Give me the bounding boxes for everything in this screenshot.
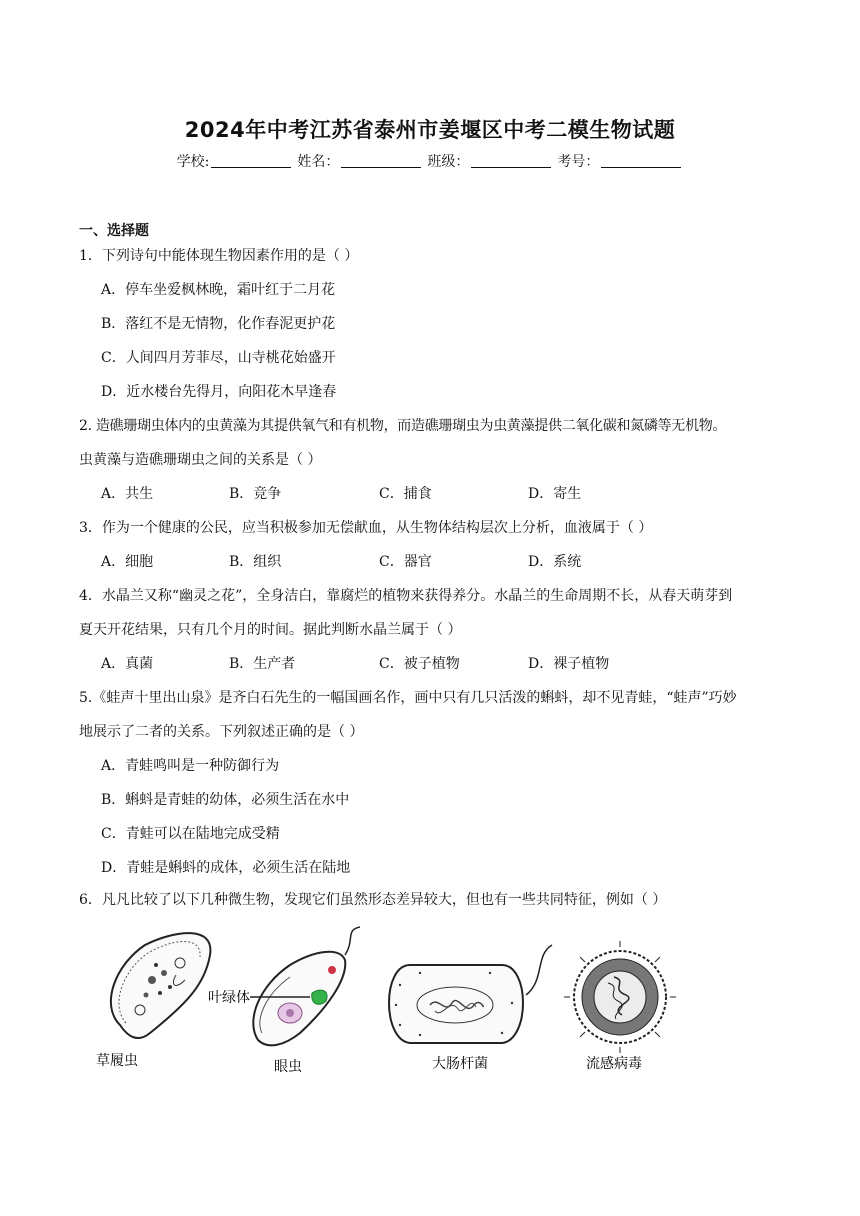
question-6-stem: 6．凡凡比较了以下几种微生物，发现它们虽然形态差异较大，但也有一些共同特征，例如（ ） [79, 892, 667, 908]
label-ecoli: 大肠杆菌 [432, 1056, 488, 1072]
ecoli-illustration [389, 945, 552, 1043]
question-4-stem-line2: 夏天开花结果，只有几个月的时间。据此判断水晶兰属于（ ） [79, 622, 462, 638]
label-paramecium: 草履虫 [96, 1053, 138, 1069]
exam-no-label: 考号： [557, 154, 600, 170]
question-3-option-b: B．组织 [229, 554, 282, 570]
question-2-option-b: B．竞争 [229, 486, 282, 502]
label-chloroplast: 叶绿体 [208, 990, 250, 1006]
paramecium-illustration [111, 933, 211, 1038]
school-label: 学校: [176, 154, 210, 170]
question-5-option-d: D．青蛙是蝌蚪的成体，必须生活在陆地 [101, 860, 351, 876]
flu-virus-illustration [564, 941, 676, 1053]
question-4-option-d: D．裸子植物 [528, 656, 610, 672]
question-1-option-b: B．落红不是无情物，化作春泥更护花 [101, 316, 336, 332]
label-flu-virus: 流感病毒 [586, 1056, 642, 1072]
question-1-option-c: C．人间四月芳菲尽，山寺桃花始盛开 [101, 350, 336, 366]
question-3-option-c: C．器官 [379, 554, 432, 570]
name-label: 姓名： [297, 154, 340, 170]
class-label: 班级： [427, 154, 470, 170]
question-2-stem-line2: 虫黄藻与造礁珊瑚虫之间的关系是（ ） [79, 452, 322, 468]
label-euglena: 眼虫 [274, 1059, 302, 1075]
question-5-option-b: B．蝌蚪是青蛙的幼体，必须生活在水中 [101, 792, 350, 808]
question-3-option-d: D．系统 [528, 554, 582, 570]
question-4-stem: 4．水晶兰又称“幽灵之花”，全身洁白，靠腐烂的植物来获得养分。水晶兰的生命周期不长，从春天萌芽到 [79, 588, 733, 604]
euglena-illustration [250, 927, 360, 1045]
question-1-option-a: A．停车坐爱枫林晚，霜叶红于二月花 [101, 282, 336, 298]
question-4-option-a: A．真菌 [101, 656, 154, 672]
question-4-option-c: C．被子植物 [379, 656, 460, 672]
question-2-option-d: D．寄生 [528, 486, 582, 502]
question-2-option-c: C．捕食 [379, 486, 432, 502]
question-5-option-a: A．青蛙鸣叫是一种防御行为 [101, 758, 280, 774]
question-1-stem: 1．下列诗句中能体现生物因素作用的是（ ） [79, 248, 359, 264]
question-4-option-b: B．生产者 [229, 656, 296, 672]
question-3-option-a: A．细胞 [101, 554, 154, 570]
question-3-stem: 3．作为一个健康的公民，应当积极参加无偿献血，从生物体结构层次上分析，血液属于（ ） [79, 520, 653, 536]
name-blank [341, 153, 421, 168]
section-heading: 一、选择题 [79, 223, 149, 239]
question-2-stem: 2. 造礁珊瑚虫体内的虫黄藻为其提供氧气和有机物，而造礁珊瑚虫为虫黄藻提供二氧化碳和氮磷等无机物。 [79, 418, 727, 434]
question-5-option-c: C．青蛙可以在陆地完成受精 [101, 826, 280, 842]
exam-no-blank [601, 153, 681, 168]
student-info-line [0, 151, 860, 171]
question-2-option-a: A．共生 [101, 486, 154, 502]
question-1-option-d: D．近水楼台先得月，向阳花木早逢春 [101, 384, 337, 400]
question-5-stem-line2: 地展示了二者的关系。下列叙述正确的是（ ） [79, 724, 364, 740]
school-blank [211, 153, 291, 168]
exam-title: 2024年中考江苏省泰州市姜堰区中考二模生物试题 [184, 118, 676, 142]
class-blank [471, 153, 551, 168]
question-5-stem: 5.《蛙声十里出山泉》是齐白石先生的一幅国画名作，画中只有几只活泼的蝌蚪，却不见青蛙，“蛙声”巧妙 [79, 690, 737, 706]
microorganism-figure [90, 925, 690, 1085]
